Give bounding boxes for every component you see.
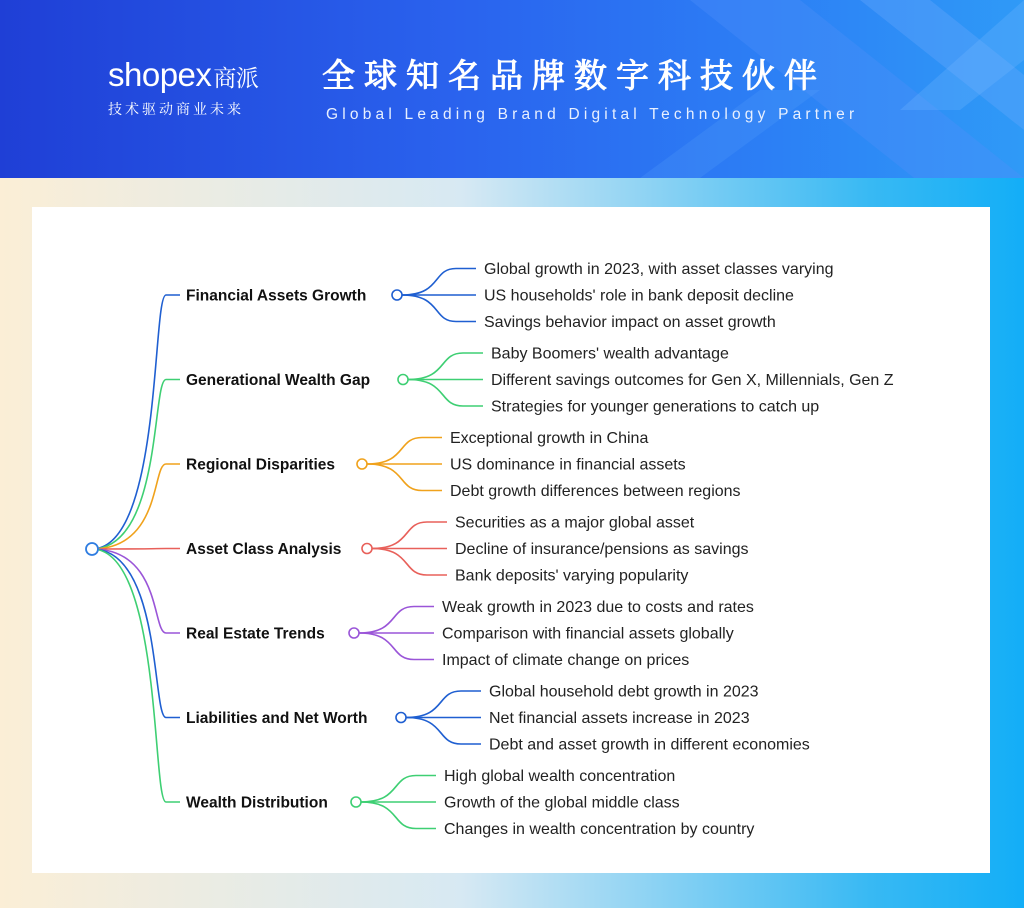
leaf-connector (372, 549, 447, 576)
leaf-connector (406, 718, 481, 745)
leaf-label: Exceptional growth in China (450, 430, 649, 447)
leaf-label: US dominance in financial assets (450, 456, 686, 474)
branch-connector (92, 549, 180, 633)
brand-logo (108, 56, 258, 119)
leaf-connector (367, 464, 442, 491)
leaf-label: Debt and asset growth in different economies (489, 736, 810, 754)
branch-label: Generational Wealth Gap (186, 372, 371, 389)
branch-connector (92, 464, 180, 549)
leaf-label: Securities as a major global asset (455, 514, 695, 532)
branch-label: Regional Disparities (186, 456, 336, 474)
logo-wordmark: shopex (108, 56, 212, 93)
leaf-label: Bank deposits' varying popularity (455, 567, 689, 585)
leaf-label: Impact of climate change on prices (442, 652, 690, 669)
logo-cn: 商派 (213, 65, 259, 91)
branch-node-circle (357, 459, 367, 469)
branch-connector (92, 549, 180, 550)
header-banner (0, 0, 1024, 178)
leaf-label: Comparison with financial assets globally (442, 625, 734, 643)
leaf-label: Baby Boomers' wealth advantage (491, 345, 729, 363)
leaf-label: Net financial assets increase in 2023 (489, 710, 750, 727)
branch-node-circle (398, 375, 408, 385)
branch-label: Financial Assets Growth (186, 287, 367, 305)
leaf-connector (372, 522, 447, 549)
leaf-connector (367, 438, 442, 465)
leaf-connector (359, 633, 434, 660)
leaf-label: Different savings outcomes for Gen X, Millennials, Gen Z (491, 372, 894, 389)
branch-label: Liabilities and Net Worth (186, 710, 368, 727)
banner-title-cn: 全球知名品牌数字科技伙伴 (322, 57, 826, 94)
leaf-connector (402, 269, 476, 296)
leaf-connector (359, 607, 434, 634)
leaf-label: Growth of the global middle class (444, 794, 680, 812)
leaf-label: Decline of insurance/pensions as savings (455, 541, 749, 558)
root-node-circle (86, 543, 98, 555)
leaf-label: Weak growth in 2023 due to costs and rates (442, 599, 754, 616)
leaf-connector (408, 353, 483, 380)
logo-slogan: 技术驱动商业未来 (108, 101, 244, 117)
leaf-label: US households' role in bank deposit decline (484, 287, 794, 305)
mindmap-card (32, 207, 990, 873)
leaf-label: Savings behavior impact on asset growth (484, 314, 776, 331)
branch-connector (92, 549, 180, 802)
leaf-label: Global household debt growth in 2023 (489, 683, 759, 701)
branch-node-circle (351, 797, 361, 807)
leaf-connector (408, 380, 483, 407)
mindmap-diagram (32, 207, 990, 873)
branch-label: Asset Class Analysis (186, 541, 342, 558)
leaf-connector (361, 802, 436, 829)
branch-node-circle (392, 290, 402, 300)
branch-node-circle (396, 713, 406, 723)
banner-title-en: Global Leading Brand Digital Technology Partner (326, 106, 859, 123)
leaf-label: Global growth in 2023, with asset classes varying (484, 261, 834, 278)
leaf-connector (361, 776, 436, 803)
leaf-label: Debt growth differences between regions (450, 483, 741, 500)
branch-label: Wealth Distribution (186, 794, 328, 812)
branch-label: Real Estate Trends (186, 625, 325, 643)
leaf-label: Changes in wealth concentration by country (444, 821, 755, 838)
branch-node-circle (362, 544, 372, 554)
leaf-connector (406, 691, 481, 718)
leaf-connector (402, 295, 476, 322)
leaf-label: High global wealth concentration (444, 768, 676, 785)
leaf-label: Strategies for younger generations to catch up (491, 398, 820, 416)
branch-node-circle (349, 628, 359, 638)
